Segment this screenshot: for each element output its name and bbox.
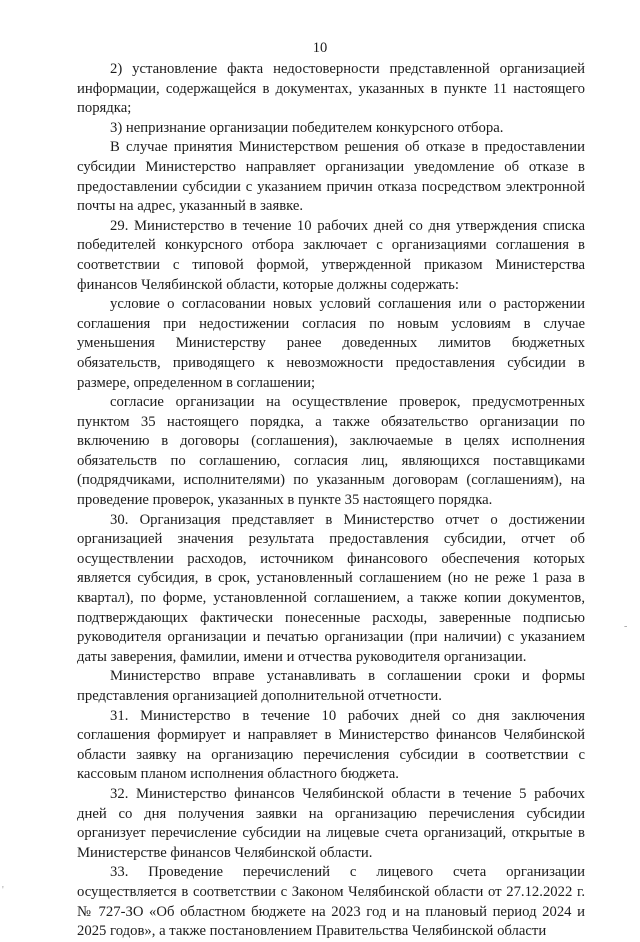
paragraph-30-additional-reporting: Министерство вправе устанавливать в соглашении сроки и формы представления организацией дополнительной отчетности. <box>77 668 585 704</box>
paragraph-29-condition-inspections: согласие организации на осуществление проверок, предусмотренных пунктом 35 настоящего порядка, а также обязательство организации по включению в договоры (соглашения), заключаемые в целях исполнения обязательств по соглашению, согласия лиц, являющихся поставщиками (подрядчиками, исполнителями) по указанным договорам (соглашениям), на проведение проверок, указанных в пункте 35 настоящего порядка. <box>77 394 585 509</box>
paragraph-refusal-notice: В случае принятия Министерством решения об отказе в предоставлении субсидии Министерство направляет организации уведомление об отказе в предоставлении субсидии с указанием причин отказа посредством электронной почты на адрес, указанный в заявке. <box>77 139 585 215</box>
scan-artifact-mark: ' <box>2 885 4 896</box>
paragraph-33: 33. Проведение перечислений с лицевого счета организации осуществляется в соответствии с Законом Челябинской области от 27.12.2022 г. № 727-ЗО «Об областном бюджете на 2023 год и на плановый период 2024 и 2025 годов», а также постановлением Правительства Челябинской области <box>77 864 585 940</box>
page-number: 10 <box>312 40 328 56</box>
paragraph-29: 29. Министерство в течение 10 рабочих дней со дня утверждения списка победителей конкурсного отбора заключает с организациями соглашения в соответствии с типовой формой, утвержденной приказом Министерства финансов Челябинской области, которые должны содержать: <box>77 217 585 293</box>
paragraph-item-2: 2) установление факта недостоверности представленной организацией информации, содержащейся в документах, указанных в пункте 11 настоящего порядка; <box>77 61 585 117</box>
paragraph-29-condition-renegotiation: условие о согласовании новых условий соглашения или о расторжении соглашения при недостижении согласия по новым условиям в случае уменьшения Министерству ранее доведенных лимитов бюджетных обязательств, приводящего к невозможности предоставления субсидии в размере, определенном в соглашении; <box>77 296 585 391</box>
paragraph-item-3: 3) непризнание организации победителем конкурсного отбора. <box>110 119 504 136</box>
scan-artifact-mark: - <box>624 621 628 632</box>
paragraph-32: 32. Министерство финансов Челябинской области в течение 5 рабочих дней со дня получения заявки на организацию перечисления субсидии организует перечисление субсидии на лицевые счета организаций, открытые в Министерстве финансов Челябинской области. <box>77 785 585 861</box>
document-body <box>77 60 585 942</box>
paragraph-30: 30. Организация представляет в Министерство отчет о достижении организацией значения результата предоставления субсидии, отчет об осуществлении расходов, источником финансового обеспечения которых является субсидия, в срок, установленный соглашением (но не реже 1 раза в квартал), по форме, установленной соглашением, а также копии документов, подтверждающих фактически понесенные расходы, заверенные подписью руководителя организации и печатью организации (при наличии) с указанием даты заверения, фамилии, имени и отчества руководителя организации. <box>77 511 585 665</box>
paragraph-31: 31. Министерство в течение 10 рабочих дней со дня заключения соглашения формирует и направляет в Министерство финансов Челябинской области заявку на организацию перечисления субсидии в соответствии с кассовым планом исполнения областного бюджета. <box>77 707 585 783</box>
